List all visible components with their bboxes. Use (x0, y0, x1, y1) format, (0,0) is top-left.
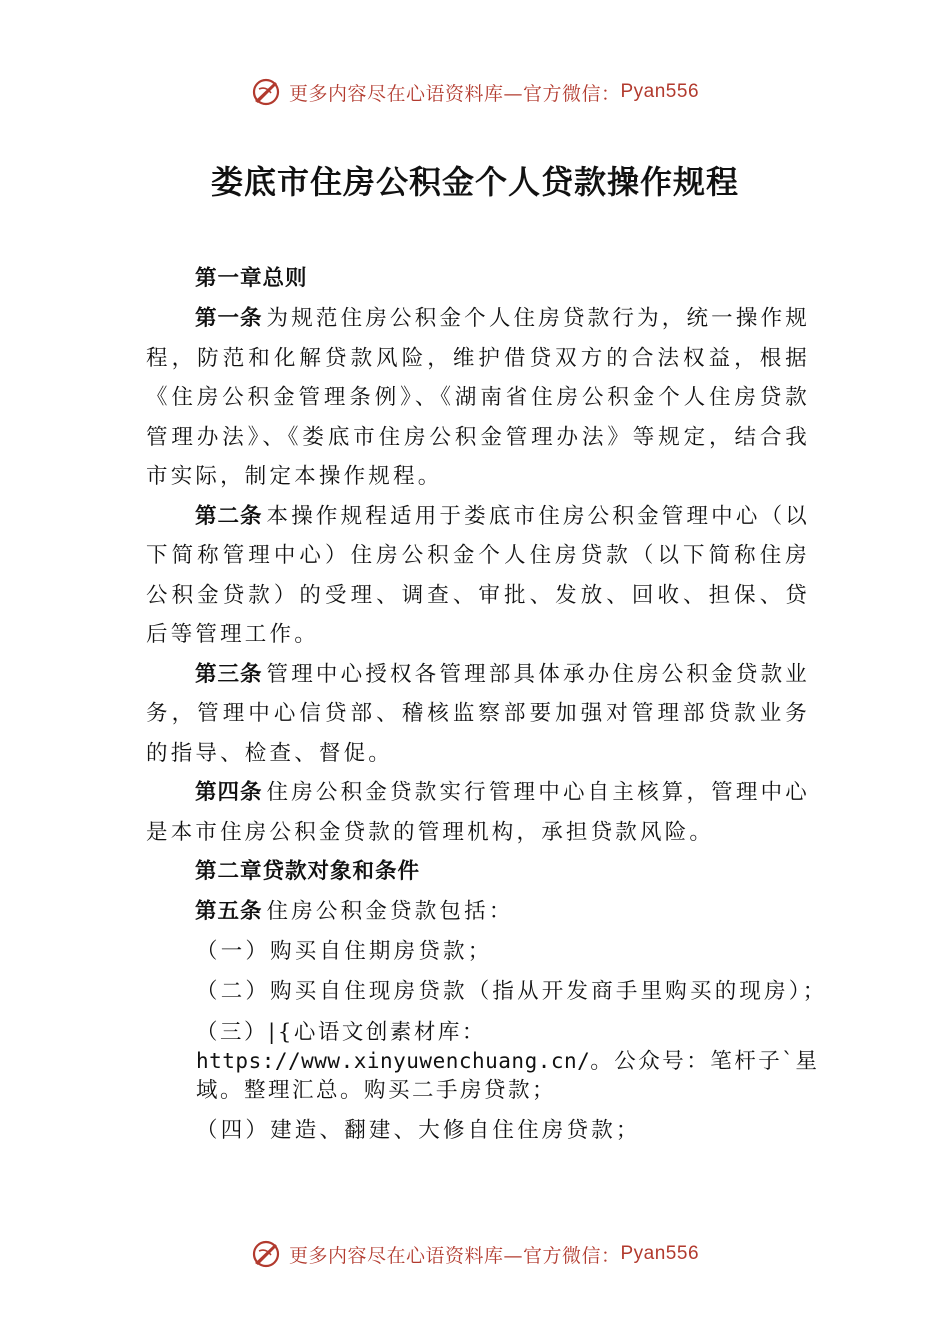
banner-text: 更多内容尽在心语资料库—官方微信： (288, 1244, 621, 1267)
banner-text: 更多内容尽在心语资料库—官方微信： (288, 82, 621, 105)
list-item: （四）建造、翻建、大修自住住房贷款； (196, 1117, 641, 1143)
pen-seal-logo-icon (251, 77, 281, 107)
pen-seal-logo-icon (251, 1239, 281, 1269)
article-paragraph (146, 773, 810, 852)
chapter-heading: 第二章贷款对象和条件 (195, 859, 421, 884)
article-label: 第四条 (195, 780, 263, 805)
article-text: 本操作规程适用于娄底市住房公积金管理中心（以下简称管理中心）住房公积金个人住房贷款（以下简称住房公积金贷款）的受理、调查、审批、发放、回收、担保、贷后等管理工作。 (146, 503, 810, 647)
list-item (146, 1018, 836, 1105)
chapter-heading: 第一章总则 (195, 266, 308, 291)
footer-banner (0, 1236, 950, 1272)
website-link[interactable]: https://www.xinyuwenchuang.cn/ (196, 1048, 591, 1073)
article-text: 为规范住房公积金个人住房贷款行为，统一操作规程，防范和化解贷款风险，维护借贷双方的合法权益，根据《住房公积金管理条例》、《湖南省住房公积金个人住房贷款管理办法》、《娄底市住房公积金管理办法》等规定，结合我市实际，制定本操作规程。 (146, 306, 810, 489)
article-text: 住房公积金贷款包括： (266, 899, 514, 924)
article-paragraph (146, 655, 810, 774)
banner-wechat-id: Pyan556 (620, 81, 700, 102)
banner-wechat-id: Pyan556 (620, 1243, 700, 1264)
article-label: 第二条 (195, 503, 263, 529)
article-paragraph (146, 892, 810, 932)
article-paragraph (146, 299, 810, 497)
article-label: 第三条 (195, 661, 263, 687)
article-paragraph (146, 497, 810, 655)
article-text: 住房公积金贷款实行管理中心自主核算，管理中心是本市住房公积金贷款的管理机构，承担贷款风险。 (146, 780, 810, 845)
list-item: （一）购买自住期房贷款； (196, 938, 493, 964)
list-item-prefix: （三）|{心语文创素材库： (196, 1019, 486, 1045)
article-label: 第一条 (195, 306, 263, 331)
list-item-suffix: 。公众号：笔杆子`星域。整理汇总。购买二手房贷款； (196, 1048, 820, 1103)
article-text: 管理中心授权各管理部具体承办住房公积金贷款业务，管理中心信贷部、稽核监察部要加强对管理部贷款业务的指导、检查、督促。 (146, 661, 810, 766)
list-item: （二）购买自住现房贷款（指从开发商手里购买的现房）； (196, 978, 828, 1004)
article-label: 第五条 (195, 899, 263, 924)
header-banner (0, 74, 950, 110)
document-body (146, 259, 828, 1151)
document-title: 娄底市住房公积金个人贷款操作规程 (210, 163, 739, 201)
